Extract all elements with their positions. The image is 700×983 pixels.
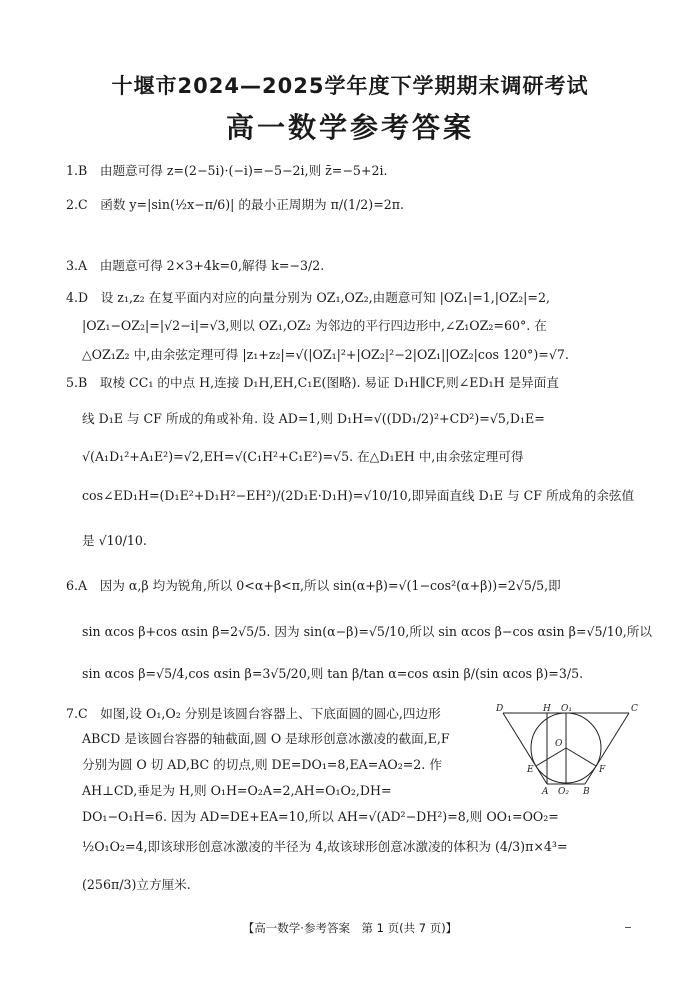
answer-5-line-3: √(A₁D₁²+A₁E²)=√2,EH=√(C₁H²+C₁E²)=√5. 在△D₁EH 中,由余弦定理可得 (82, 449, 524, 464)
page-footer: 【高一数学·参考答案 第 1 页(共 7 页)】 (242, 921, 458, 935)
answer-3: 3.A 由题意可得 2×3+4k=0,解得 k=−3/2. (66, 258, 325, 273)
answer-7-line-2: ABCD 是该圆台容器的轴截面,圆 O 是球形创意冰激凌的截面,E,F (82, 731, 450, 746)
answer-4-line-3: △OZ₁Z₂ 中,由余弦定理可得 |z₁+z₂|=√(|OZ₁|²+|OZ₂|²−2|OZ₁||OZ₂|cos 120°)=√7. (82, 347, 569, 362)
answer-2: 2.C 函数 y=|sin(½x−π/6)| 的最小正周期为 π/(1/2)=2π. (66, 197, 405, 212)
label-e: E (527, 765, 534, 775)
answer-4-line-2: |OZ₁−OZ₂|=|√2−i|=√3,则以 OZ₁,OZ₂ 为邻边的平行四边形中,∠Z₁OZ₂=60°. 在 (82, 318, 547, 333)
label-c: C (631, 704, 638, 714)
radius-oe (536, 748, 566, 766)
answer-5-line-1: 5.B 取棱 CC₁ 的中点 H,连接 D₁H,EH,C₁E(图略). 易证 D₁H∥CF,则∠ED₁H 是异面直 (66, 375, 559, 390)
answer-6-line-1: 6.A 因为 α,β 均为锐角,所以 0<α+β<π,所以 sin(α+β)=√(1−cos²(α+β))=2√5/5,即 (66, 578, 561, 593)
page-title: 十堰市2024—2025学年度下学期期末调研考试 (111, 74, 589, 98)
answer-5-line-2: 线 D₁E 与 CF 所成的角或补角. 设 AD=1,则 D₁H=√((DD₁/2)²+CD²)=√5,D₁E= (82, 411, 545, 426)
page-subtitle: 高一数学参考答案 (225, 111, 474, 144)
label-h: H (543, 704, 551, 714)
answer-7-line-1: 7.C 如图,设 O₁,O₂ 分别是该圆台容器上、下底面圆的圆心,四边形 (66, 706, 441, 721)
frustum-figure (495, 700, 645, 800)
label-b: B (583, 787, 590, 797)
label-o: O (555, 739, 563, 749)
answer-5-line-5: 是 √10/10. (82, 533, 147, 548)
answer-7-line-6: ½O₁O₂=4,即该球形创意冰激凌的半径为 4,故该球形创意冰激凌的体积为 (4/3)π×4³= (82, 839, 568, 854)
radius-of (566, 748, 596, 766)
label-f: F (599, 765, 606, 775)
answer-6-line-3: sin αcos β=√5/4,cos αsin β=3√5/20,则 tan β/tan α=cos αsin β/(sin αcos β)=3/5. (82, 666, 584, 681)
label-a: A (542, 787, 549, 797)
answer-7-line-7: (256π/3)立方厘米. (82, 877, 191, 892)
label-o1: O₁ (561, 704, 572, 714)
label-o2: O₂ (558, 787, 569, 797)
label-d: D (496, 704, 504, 714)
corner-mark (625, 927, 631, 928)
answer-4-line-1: 4.D 设 z₁,z₂ 在复平面内对应的向量分别为 OZ₁,OZ₂,由题意可知 |OZ₁|=1,|OZ₂|=2, (66, 290, 550, 305)
answer-5-line-4: cos∠ED₁H=(D₁E²+D₁H²−EH²)/(2D₁E·D₁H)=√10/10,即异面直线 D₁E 与 CF 所成角的余弦值 (82, 488, 635, 503)
answer-7-line-5: DO₁−O₁H=6. 因为 AD=DE+EA=10,所以 AH=√(AD²−DH²)=8,则 OO₁=OO₂= (82, 809, 559, 824)
answer-1: 1.B 由题意可得 z=(2−5i)·(−i)=−5−2i,则 z̄=−5+2i. (66, 163, 388, 178)
answer-6-line-2: sin αcos β+cos αsin β=2√5/5. 因为 sin(α−β)=√5/10,所以 sin αcos β−cos αsin β=√5/10,所以 (82, 624, 652, 639)
answer-7-line-4: AH⊥CD,垂足为 H,则 O₁H=O₂A=2,AH=O₁O₂,DH= (82, 783, 392, 798)
answer-7-line-3: 分别为圆 O 切 AD,BC 的切点,则 DE=DO₁=8,EA=AO₂=2. 作 (82, 757, 442, 772)
